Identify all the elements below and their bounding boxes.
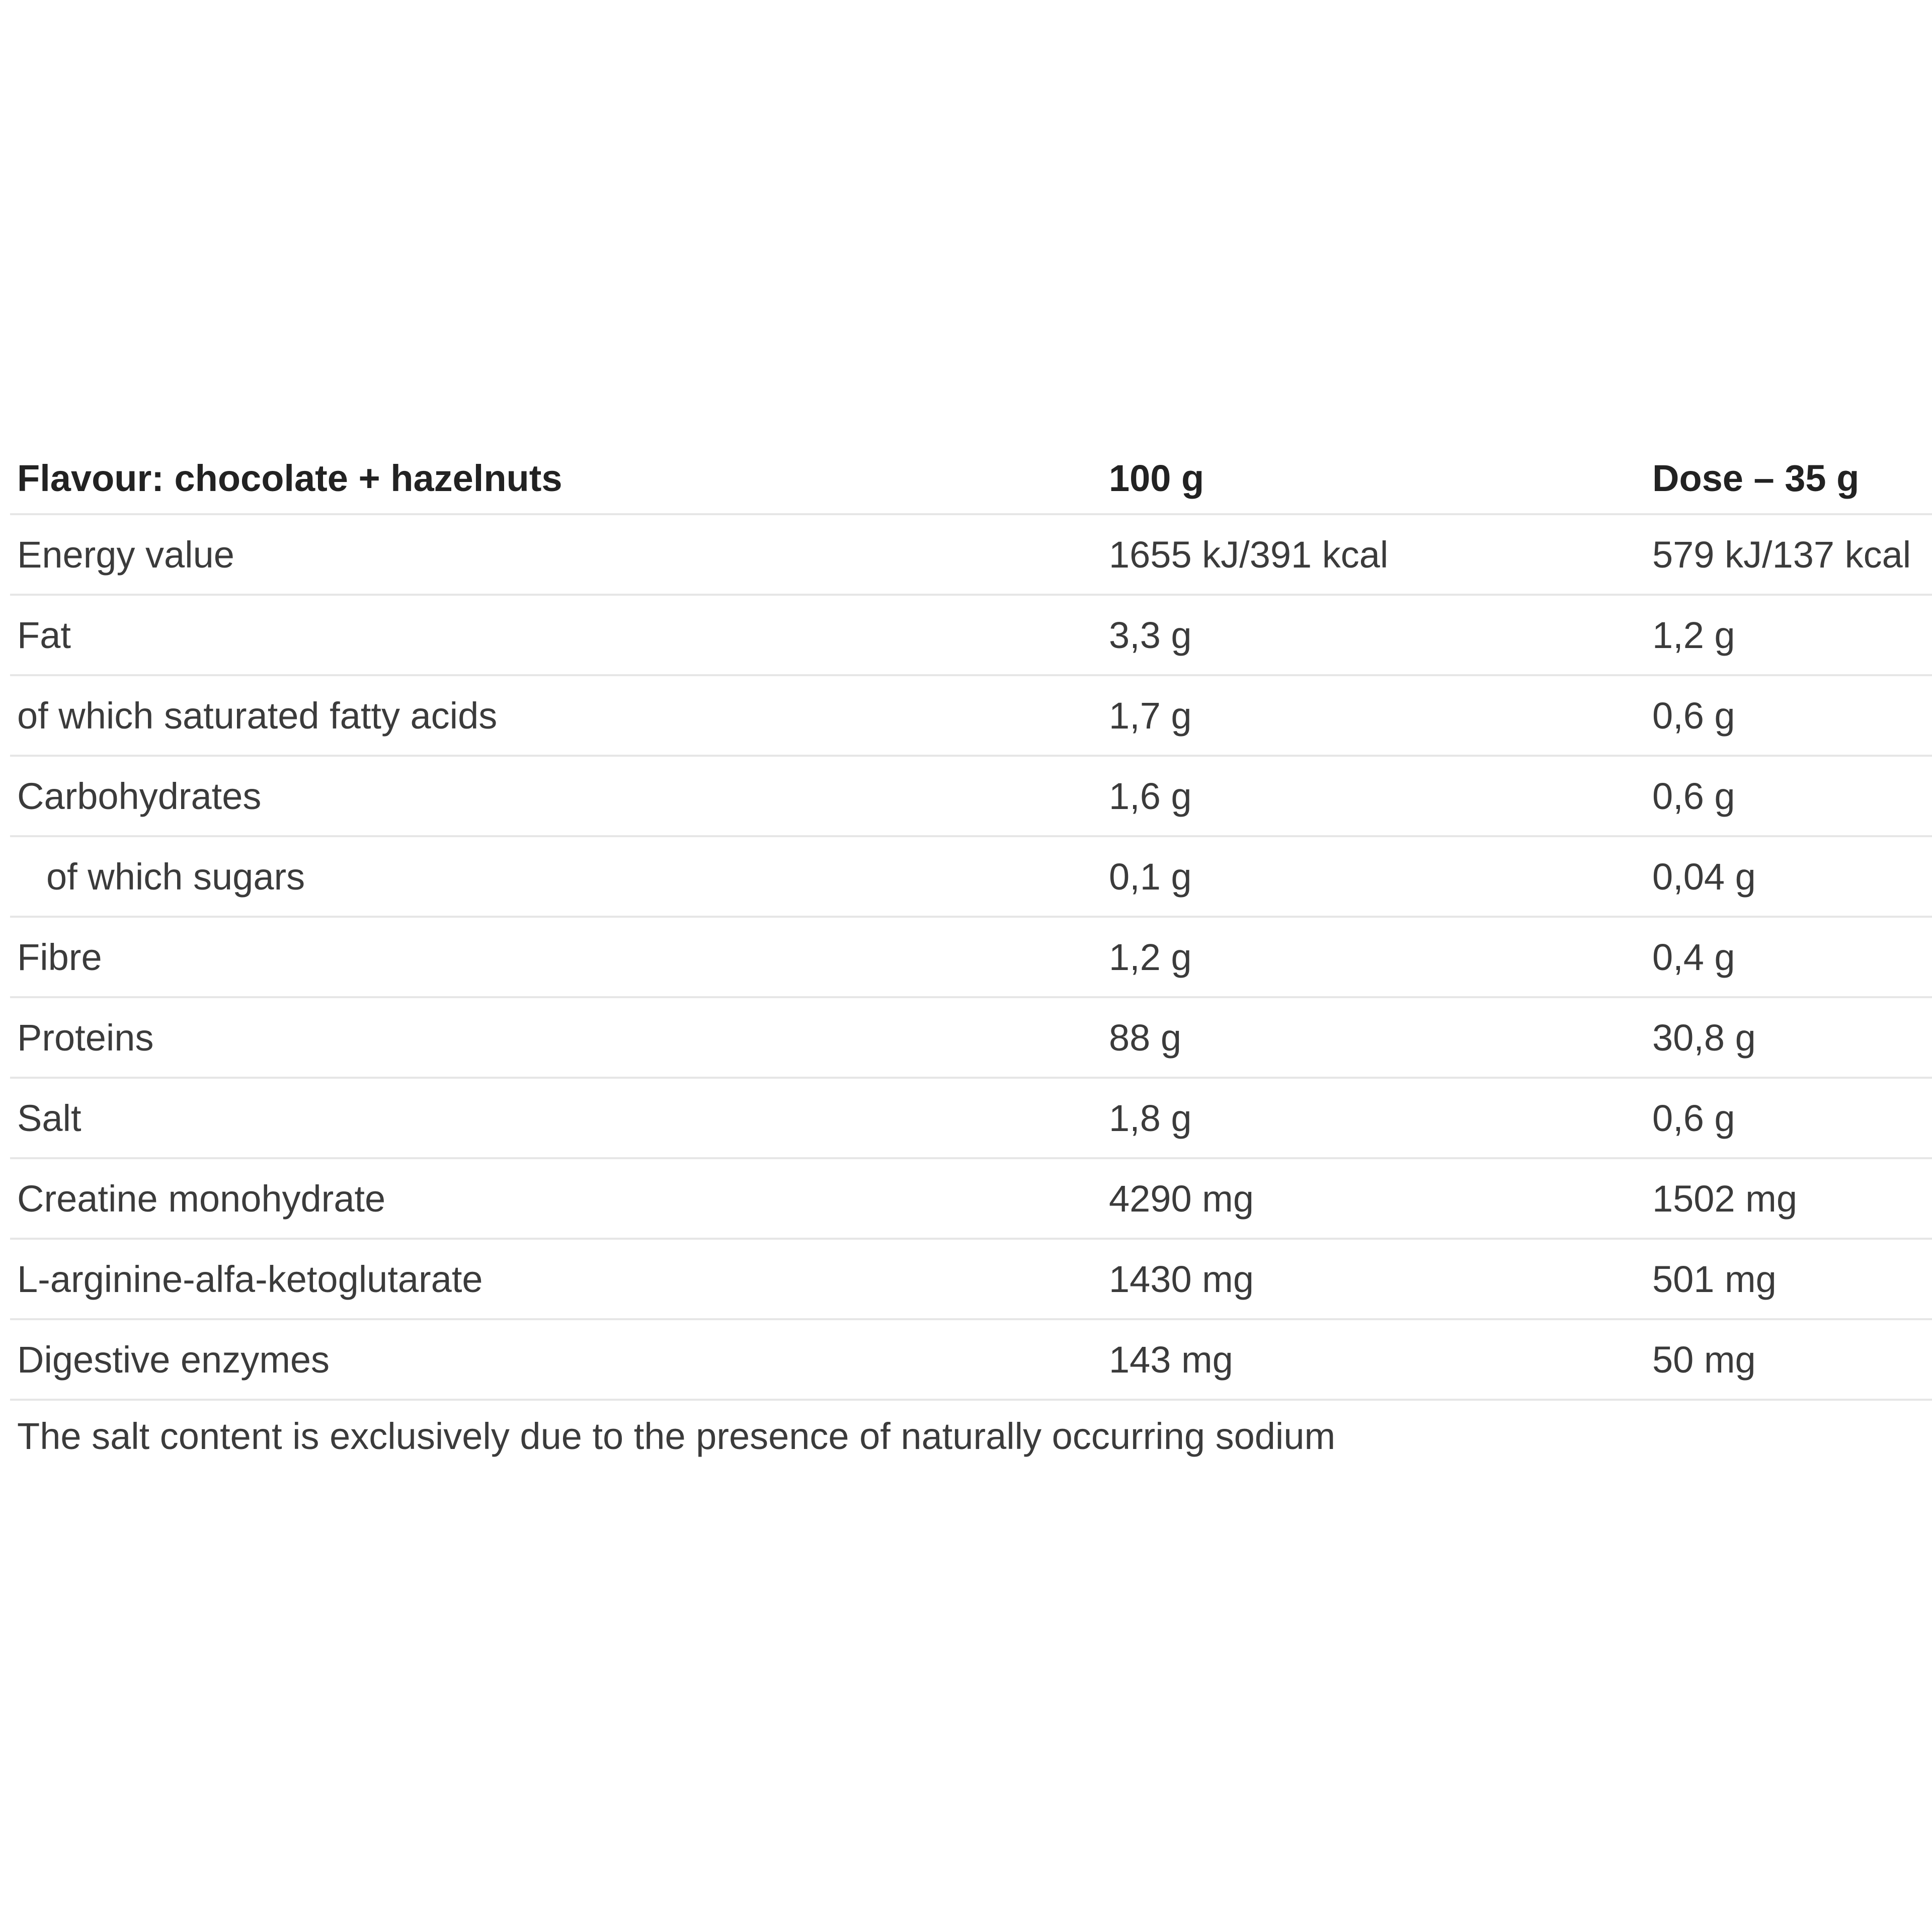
- nutrient-label: Digestive enzymes: [10, 1319, 1102, 1400]
- value-per-100g: 3,3 g: [1102, 595, 1645, 675]
- table-header: [10, 443, 1932, 514]
- value-per-dose: 0,6 g: [1645, 1078, 1932, 1158]
- header-per-dose: Dose – 35 g: [1645, 443, 1932, 514]
- table-row: [10, 675, 1932, 756]
- table-row: [10, 1078, 1932, 1158]
- value-per-dose: 0,6 g: [1645, 675, 1932, 756]
- table-row: [10, 1319, 1932, 1400]
- value-per-dose: 0,6 g: [1645, 756, 1932, 836]
- table-row: [10, 917, 1932, 997]
- nutrient-label: of which sugars: [10, 836, 1102, 917]
- table-row: [10, 1158, 1932, 1239]
- nutrient-label: Energy value: [10, 514, 1102, 595]
- nutrient-label: Carbohydrates: [10, 756, 1102, 836]
- value-per-100g: 1,8 g: [1102, 1078, 1645, 1158]
- nutrient-label: of which saturated fatty acids: [10, 675, 1102, 756]
- value-per-dose: 1502 mg: [1645, 1158, 1932, 1239]
- table-body: [10, 514, 1932, 1400]
- table-row: [10, 997, 1932, 1078]
- value-per-100g: 1,6 g: [1102, 756, 1645, 836]
- nutrition-table: [10, 443, 1932, 1401]
- value-per-dose: 30,8 g: [1645, 997, 1932, 1078]
- value-per-100g: 1655 kJ/391 kcal: [1102, 514, 1645, 595]
- value-per-100g: 1,7 g: [1102, 675, 1645, 756]
- table-row: [10, 836, 1932, 917]
- nutrient-label: Fibre: [10, 917, 1102, 997]
- header-per-100g: 100 g: [1102, 443, 1645, 514]
- value-per-dose: 501 mg: [1645, 1239, 1932, 1319]
- value-per-dose: 579 kJ/137 kcal: [1645, 514, 1932, 595]
- value-per-100g: 143 mg: [1102, 1319, 1645, 1400]
- header-flavour: Flavour: chocolate + hazelnuts: [10, 443, 1102, 514]
- value-per-dose: 0,04 g: [1645, 836, 1932, 917]
- header-row: [10, 443, 1932, 514]
- table-row: [10, 1239, 1932, 1319]
- value-per-dose: 50 mg: [1645, 1319, 1932, 1400]
- table-row: [10, 595, 1932, 675]
- value-per-100g: 0,1 g: [1102, 836, 1645, 917]
- table-row: [10, 756, 1932, 836]
- nutrient-label: L-arginine-alfa-ketoglutarate: [10, 1239, 1102, 1319]
- table-row: [10, 514, 1932, 595]
- nutrient-label: Proteins: [10, 997, 1102, 1078]
- nutrient-label: Fat: [10, 595, 1102, 675]
- value-per-100g: 1430 mg: [1102, 1239, 1645, 1319]
- footnote: The salt content is exclusively due to the presence of naturally occurring sodium: [17, 1415, 1336, 1457]
- value-per-100g: 1,2 g: [1102, 917, 1645, 997]
- value-per-dose: 1,2 g: [1645, 595, 1932, 675]
- value-per-100g: 4290 mg: [1102, 1158, 1645, 1239]
- value-per-dose: 0,4 g: [1645, 917, 1932, 997]
- nutrient-label: Creatine monohydrate: [10, 1158, 1102, 1239]
- value-per-100g: 88 g: [1102, 997, 1645, 1078]
- nutrient-label: Salt: [10, 1078, 1102, 1158]
